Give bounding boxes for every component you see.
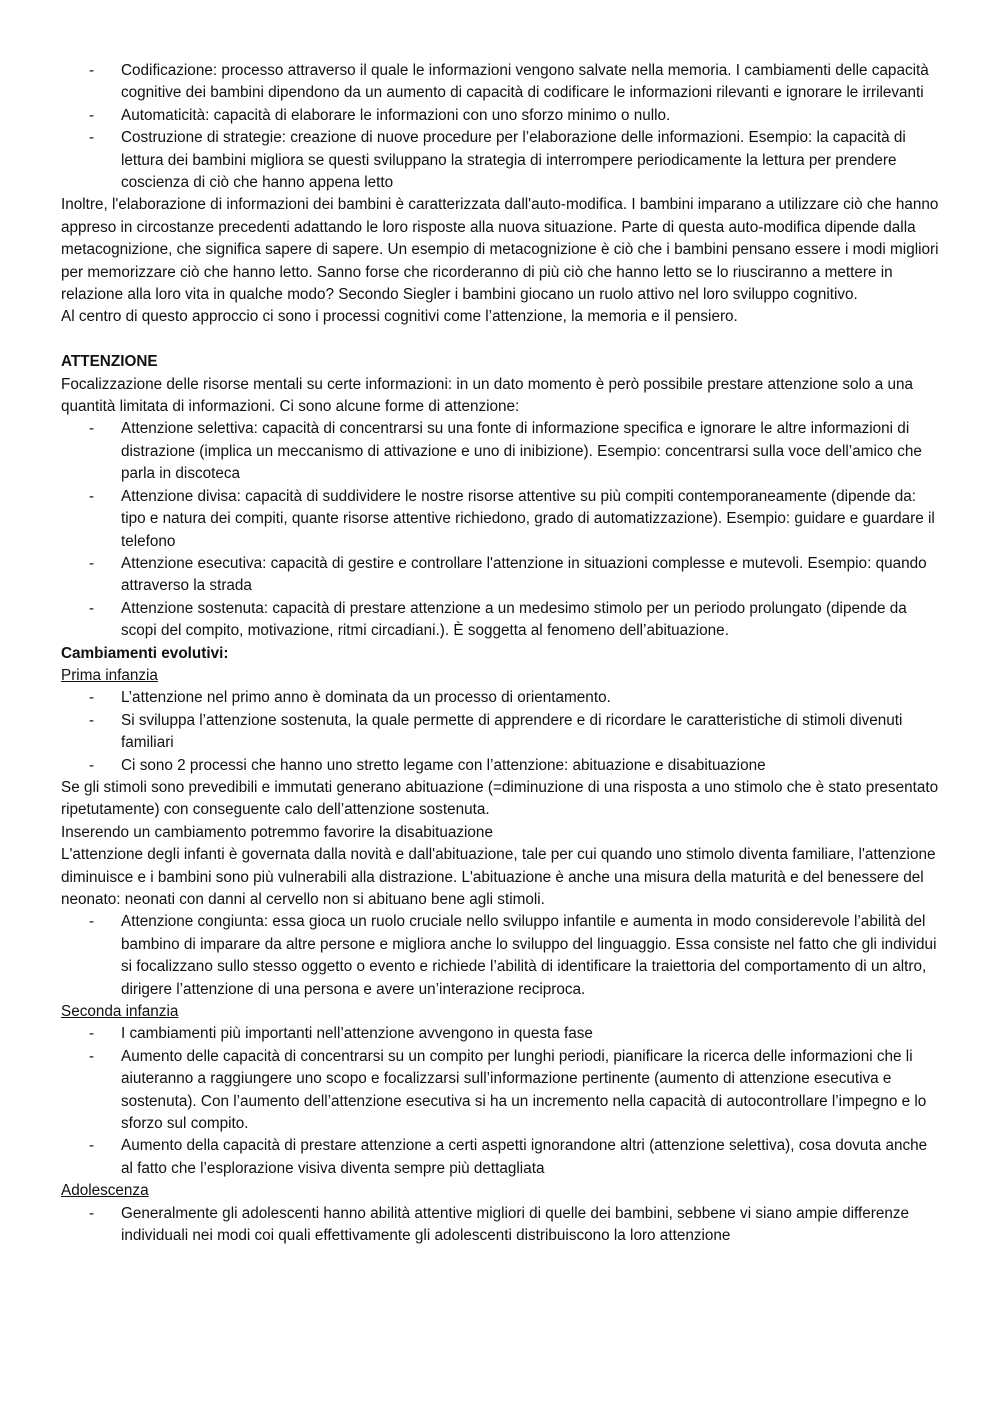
- list-item: - L’attenzione nel primo anno è dominata da un processo di orientamento.: [61, 687, 941, 709]
- paragraph-infanti: L'attenzione degli infanti è governata dalla novità e dall'abituazione, tale per cui quando uno stimolo diventa familiare, l'attenzione diminuisce e i bambini sono più vulnerabili alla distrazione. L'abituazione è anche una misura della maturità e del benessere del neonato: neonati con danni al cervello non si abituano bene agli stimoli.: [61, 846, 936, 909]
- subheading-seconda-infanzia: Seconda infanzia: [61, 1003, 179, 1021]
- list-item: - Ci sono 2 processi che hanno uno stretto legame con l’attenzione: abituazione e disabituazione: [61, 755, 941, 777]
- list-item: - Aumento delle capacità di concentrarsi su un compito per lunghi periodi, pianificare la ricerca delle informazioni che li aiuteranno a raggiungere uno scopo e focalizzarsi sull’informazione pertinente (aumento di attenzione esecutiva e sostenuta). Con l’aumento dell’attenzione esecutiva si ha un incremento nella capacità di autocontrollare l’impegno e lo sforzo sul compito.: [61, 1046, 941, 1136]
- document-page: [61, 60, 941, 1248]
- list-item: - Attenzione sostenuta: capacità di prestare attenzione a un medesimo stimolo per un periodo prolungato (dipende da scopi del compito, motivazione, ritmi circadiani.). È soggetta al fenomeno dell’abituazione.: [61, 598, 941, 643]
- list-item: - Generalmente gli adolescenti hanno abilità attentive migliori di quelle dei bambini, sebbene vi siano ampie differenze individuali nei modi coi quali effettivamente gli adolescenti distribuiscono la loro attenzione: [61, 1203, 941, 1248]
- list-item: - Codificazione: processo attraverso il quale le informazioni vengono salvate nella memoria. I cambiamenti delle capacità cognitive dei bambini dipendono da un aumento di capacità di codificare le informazioni rilevanti e ignorare le irrilevanti: [61, 60, 941, 105]
- attenzione-congiunta-list: [61, 911, 941, 1001]
- list-item: - Aumento della capacità di prestare attenzione a certi aspetti ignorandone altri (attenzione selettiva), cosa dovuta anche al fatto che l’esplorazione visiva diventa sempre più dettagliata: [61, 1135, 941, 1180]
- paragraph-centro: Al centro di questo approccio ci sono i processi cognitivi come l’attenzione, la memoria e il pensiero.: [61, 308, 738, 326]
- adolescenza-list: [61, 1203, 941, 1248]
- paragraph-auto-modifica: Inoltre, l'elaborazione di informazioni dei bambini è caratterizzata dall'auto-modifica. I bambini imparano a utilizzare ciò che hanno appreso in circostanze precedenti adattando le loro risposte alla nuova situazione. Parte di questa auto-modifica dipende dalla metacognizione, che significa sapere di sapere. Un esempio di metacognizione è ciò che i bambini pensano essere i modi migliori per memorizzare ciò che hanno letto. Sanno forse che ricorderanno di più ciò che hanno letto se lo riusciranno a mettere in relazione alla loro vita in qualche modo? Secondo Siegler i bambini giocano un ruolo attivo nel loro sviluppo cognitivo.: [61, 196, 939, 304]
- paragraph-abituazione: Se gli stimoli sono prevedibili e immutati generano abituazione (=diminuzione di una risposta a uno stimolo che è stato presentato ripetutamente) con conseguente calo dell’attenzione sostenuta.: [61, 778, 939, 819]
- attention-forms-list: [61, 418, 941, 642]
- list-item: - Si sviluppa l’attenzione sostenuta, la quale permette di apprendere e di ricordare le caratteristiche di stimoli divenuti familiari: [61, 710, 941, 755]
- paragraph-focalizzazione: Focalizzazione delle risorse mentali su certe informazioni: in un dato momento è però possibile prestare attenzione solo a una quantità limitata di informazioni. Ci sono alcune forme di attenzione:: [61, 375, 913, 416]
- section-heading-attenzione: ATTENZIONE: [61, 353, 158, 371]
- list-item: - Attenzione congiunta: essa gioca un ruolo cruciale nello sviluppo infantile e aumenta in modo considerevole l’abilità del bambino di imparare da altre persone e migliora anche lo sviluppo del linguaggio. Essa consiste nel fatto che gli individui si focalizzano sullo stesso oggetto o evento e richiede l’abilità di identificare la traiettoria del comportamento di un altro, dirigere l’attenzione di una persona e avere un’interazione reciproca.: [61, 911, 941, 1001]
- subheading-prima-infanzia: Prima infanzia: [61, 666, 158, 684]
- list-item: - Attenzione selettiva: capacità di concentrarsi su una fonte di informazione specifica e ignorare le altre informazioni di distrazione (implica un meccanismo di attivazione e uno di inibizione). Esempio: concentrarsi sulla voce dell’amico che parla in discoteca: [61, 418, 941, 485]
- list-item: - Attenzione esecutiva: capacità di gestire e controllare l'attenzione in situazioni complesse e mutevoli. Esempio: quando attraverso la strada: [61, 553, 941, 598]
- list-item: - I cambiamenti più importanti nell’attenzione avvengono in questa fase: [61, 1023, 941, 1045]
- paragraph-disabituazione: Inserendo un cambiamento potremmo favorire la disabituazione: [61, 823, 493, 841]
- processes-list: [61, 60, 941, 194]
- seconda-infanzia-list: [61, 1023, 941, 1180]
- list-item: - Automaticità: capacità di elaborare le informazioni con uno sforzo minimo o nullo.: [61, 105, 941, 127]
- list-item: - Costruzione di strategie: creazione di nuove procedure per l’elaborazione delle informazioni. Esempio: la capacità di lettura dei bambini migliora se questi sviluppano la strategia di interrompere periodicamente la lettura per prendere coscienza di ciò che hanno appena letto: [61, 127, 941, 194]
- subheading-adolescenza: Adolescenza: [61, 1182, 149, 1200]
- list-item: - Attenzione divisa: capacità di suddividere le nostre risorse attentive su più compiti contemporaneamente (dipende da: tipo e natura dei compiti, quante risorse attentive richiedono, grado di automatizzazione). Esempio: guidare e guardare il telefono: [61, 486, 941, 553]
- blank-line: [61, 329, 941, 351]
- prima-infanzia-list: [61, 687, 941, 777]
- heading-cambiamenti-evolutivi: Cambiamenti evolutivi:: [61, 644, 229, 662]
